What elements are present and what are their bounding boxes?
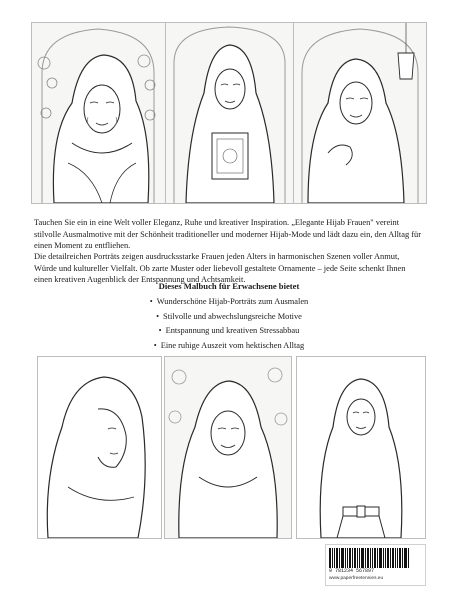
description-paragraph-1: Tauchen Sie ein in eine Welt voller Eleganz, Ruhe und kreativer Inspiration. „Elegante Hijab Frauen" vereint stilvolle Ausmalmotive mit der Schönheit traditioneller und moderner Hijab-Mode und lädt dazu ein, den Alltag für einen Moment zu entfliehen.	[34, 218, 422, 250]
illustration-mature-woman-lantern	[293, 22, 427, 204]
feature-text: Stilvolle und abwechslungsreiche Motive	[163, 311, 302, 321]
barcode-number: 9 781234 567897	[329, 568, 375, 574]
features-list	[0, 295, 458, 353]
profile-woman-drawing	[38, 357, 161, 538]
illustration-smiling-woman-hijab	[164, 356, 292, 539]
mature-woman-drawing	[294, 23, 426, 203]
bullet-icon: •	[158, 326, 162, 336]
features-heading: Dieses Malbuch für Erwachsene bietet	[158, 281, 300, 291]
elderly-woman-drawing	[32, 23, 165, 203]
publisher-website: www.paperfreetennies.eu	[329, 576, 384, 581]
list-item	[0, 295, 458, 310]
feature-text: Entspannung und kreativen Stressabbau	[165, 326, 300, 336]
standing-woman-drawing	[297, 357, 425, 538]
bullet-icon: •	[149, 297, 153, 306]
feature-text: Eine ruhige Auszeit vom hektischen Alltag	[160, 340, 305, 350]
list-item	[0, 339, 458, 354]
bullet-icon: •	[156, 311, 160, 321]
illustration-profile-woman-hijab	[37, 356, 162, 539]
list-item	[0, 324, 458, 339]
smiling-woman-drawing	[165, 357, 291, 538]
description-paragraph-2: Die detailreichen Porträts zeigen ausdrucksstarke Frauen jeden Alters in harmonischen Szenen voller Anmut, Würde und kultureller Vielfalt. Ob zarte Muster oder liebevoll gestaltete Ornamente – jede Seite schenkt Ihnen einen kreativen Augenblick der Entspannung und Achtsamkeit.	[34, 252, 406, 284]
young-woman-drawing	[166, 23, 293, 203]
barcode-label	[325, 544, 426, 586]
list-item	[0, 310, 458, 325]
illustration-elderly-woman-hijab	[31, 22, 166, 204]
bullet-icon: •	[153, 340, 157, 350]
illustration-young-woman-quran	[165, 22, 294, 204]
barcode-icon	[329, 548, 421, 568]
illustration-standing-woman-hijab	[296, 356, 426, 539]
feature-text: Wunderschöne Hijab-Porträts zum Ausmalen	[156, 297, 309, 306]
